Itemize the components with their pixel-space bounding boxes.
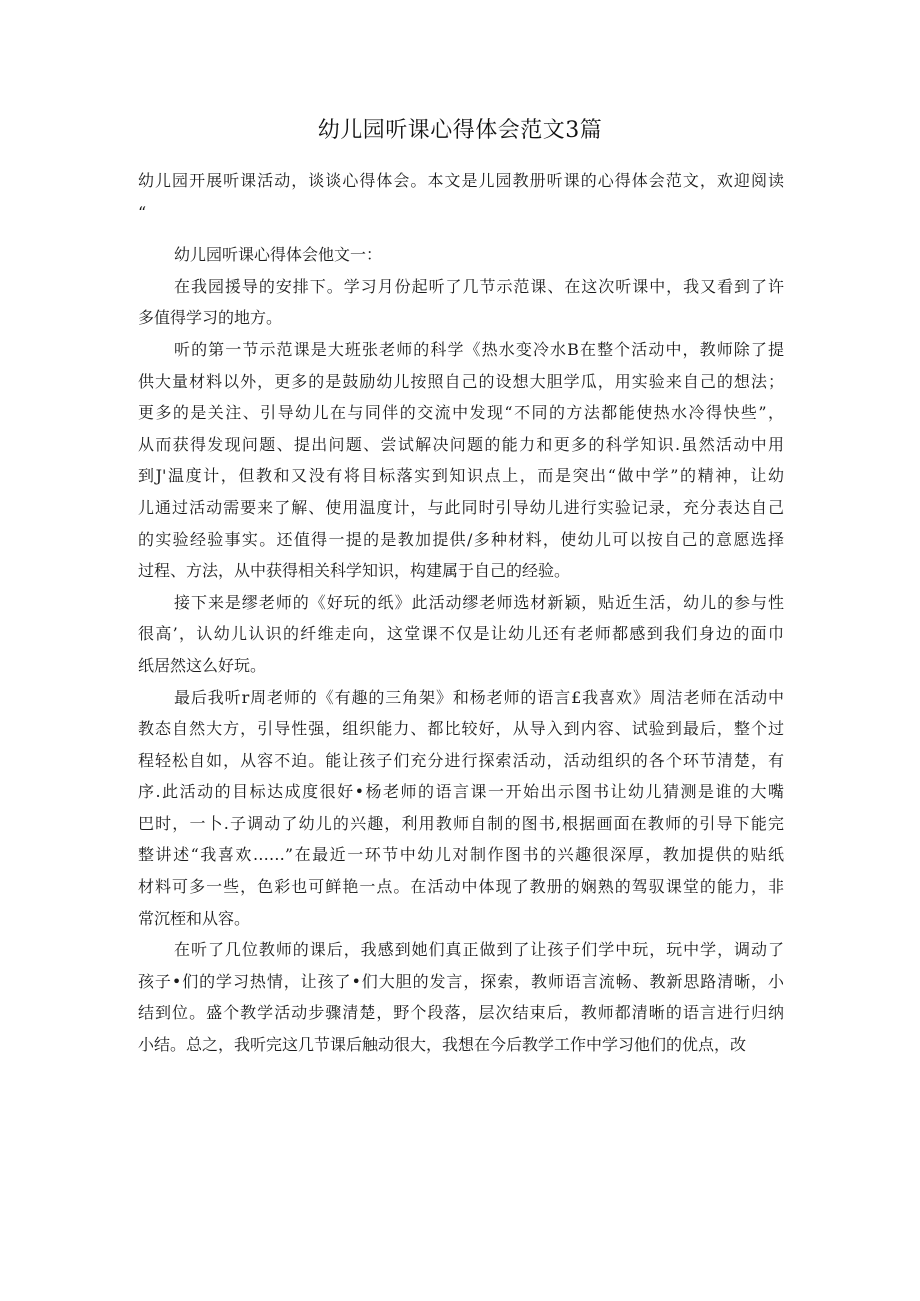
document-title: 幼儿园听课心得体会范文3篇	[317, 118, 603, 143]
paragraph-line: 的实验经验事实。还值得一提的是教加提供/多种材料，使幼儿可以按自己的意愿选择	[138, 529, 784, 549]
paragraph-line: 听的第一节示范课是大班张老师的科学《热水变冷水B在整个活动中，教师除了提	[174, 339, 784, 359]
paragraph	[138, 682, 784, 935]
paragraph-line: 过程、方法，从中获得相关科学知识，构建属于自己的经验。	[138, 561, 571, 581]
document-body	[138, 165, 784, 1061]
paragraph-line: 供大量材料以外，更多的是鼓励幼儿按照自己的设想大胆学瓜，用实验来自己的想法；	[138, 371, 784, 391]
paragraph	[138, 239, 784, 271]
paragraph-line: 更多的是关注、引导幼儿在与同伴的交流中发现“不同的方法都能使热水冷得快些”，	[138, 403, 784, 423]
paragraph-line: 教态自然大方，引导性强，组织能力、都比较好，从导入到内容、试验到最后，整个过	[138, 719, 784, 739]
paragraph-line: “	[138, 202, 147, 222]
paragraph	[138, 334, 784, 587]
paragraph-line: 幼儿园听课心得体会他文一：	[174, 245, 383, 265]
paragraph-line: 程轻松自如，从容不迫。能让孩子们充分进行探索活动，活动组织的各个环节清楚，有	[138, 750, 784, 770]
paragraph-line: 最后我听r周老师的《有趣的三角架》和杨老师的语言£我喜欢》周洁老师在活动中	[174, 687, 784, 707]
paragraph-line: 很高’，认幼儿认识的纤维走向，这堂课不仅是让幼儿还有老师都感到我们身边的面巾	[138, 624, 784, 644]
paragraph-line: 从而获得发现问题、提出问题、尝试解决问题的能力和更多的科学知识.虽然活动中用	[138, 434, 784, 454]
paragraph-line: 序.此活动的目标达成度很好•杨老师的语言课一开始出示图书让幼儿猜测是谁的大嘴	[138, 782, 784, 802]
paragraph	[138, 271, 784, 334]
paragraph-line: 结到位。盛个教学活动步骤清楚，野个段落，层次结束后，教师都清晰的语言进行归纳	[138, 1003, 784, 1023]
paragraph	[138, 587, 784, 682]
paragraph-line: 在听了几位教师的课后，我感到她们真正做到了让孩子们学中玩，玩中学，调动了	[174, 940, 784, 960]
paragraph-line: 接下来是缪老师的《好玩的纸》此活动缪老师选材新颖，贴近生活，幼儿的参与性	[174, 592, 784, 612]
paragraph-line: 巴时，一卜.子调动了幼儿的兴趣，利用教师自制的图书,根据画面在教师的引导下能完	[138, 813, 784, 833]
paragraph-line: 儿通过活动需要来了解、使用温度计，与此同时引导幼儿进行实验记录，充分表达自己	[138, 497, 784, 517]
paragraph-line: 小结。总之，我听完这几节课后触动很大，我想在今后教学工作中学习他们的优点，改	[138, 1035, 747, 1055]
paragraph-line: 整讲述“我喜欢……”在最近一环节中幼儿对制作图书的兴趣很深厚，教加提供的贴纸	[138, 845, 784, 865]
paragraph-line: 纸居然这么好玩。	[138, 655, 267, 675]
paragraph-line: 幼儿园开展听课活动，谈谈心得体会。本文是儿园教册听课的心得体会范文，欢迎阅读	[138, 171, 784, 190]
paragraph	[138, 934, 784, 1060]
paragraph-gap	[138, 228, 784, 239]
paragraph-line: 材料可多一些，色彩也可鲜艳一点。在活动中体现了教册的娴熟的驾驭课堂的能力，非	[138, 877, 784, 897]
paragraph-line: 到J'温度计，但教和又没有将目标落实到知识点上，而是突出“做中学”的精神，让幼	[138, 466, 784, 486]
paragraph-line: 在我园援导的安排下。学习月份起听了几节示范课、在这次听课中，我又看到了许	[174, 276, 784, 296]
paragraph-line: 常沉桎和从容。	[138, 908, 251, 928]
paragraph-line: 孩子•们的学习热情，让孩了•们大胆的发言，探索，教师语言流畅、教新思路清晰，小	[138, 971, 784, 991]
paragraph	[138, 165, 784, 228]
paragraph-line: 多值得学习的地方。	[138, 308, 283, 328]
